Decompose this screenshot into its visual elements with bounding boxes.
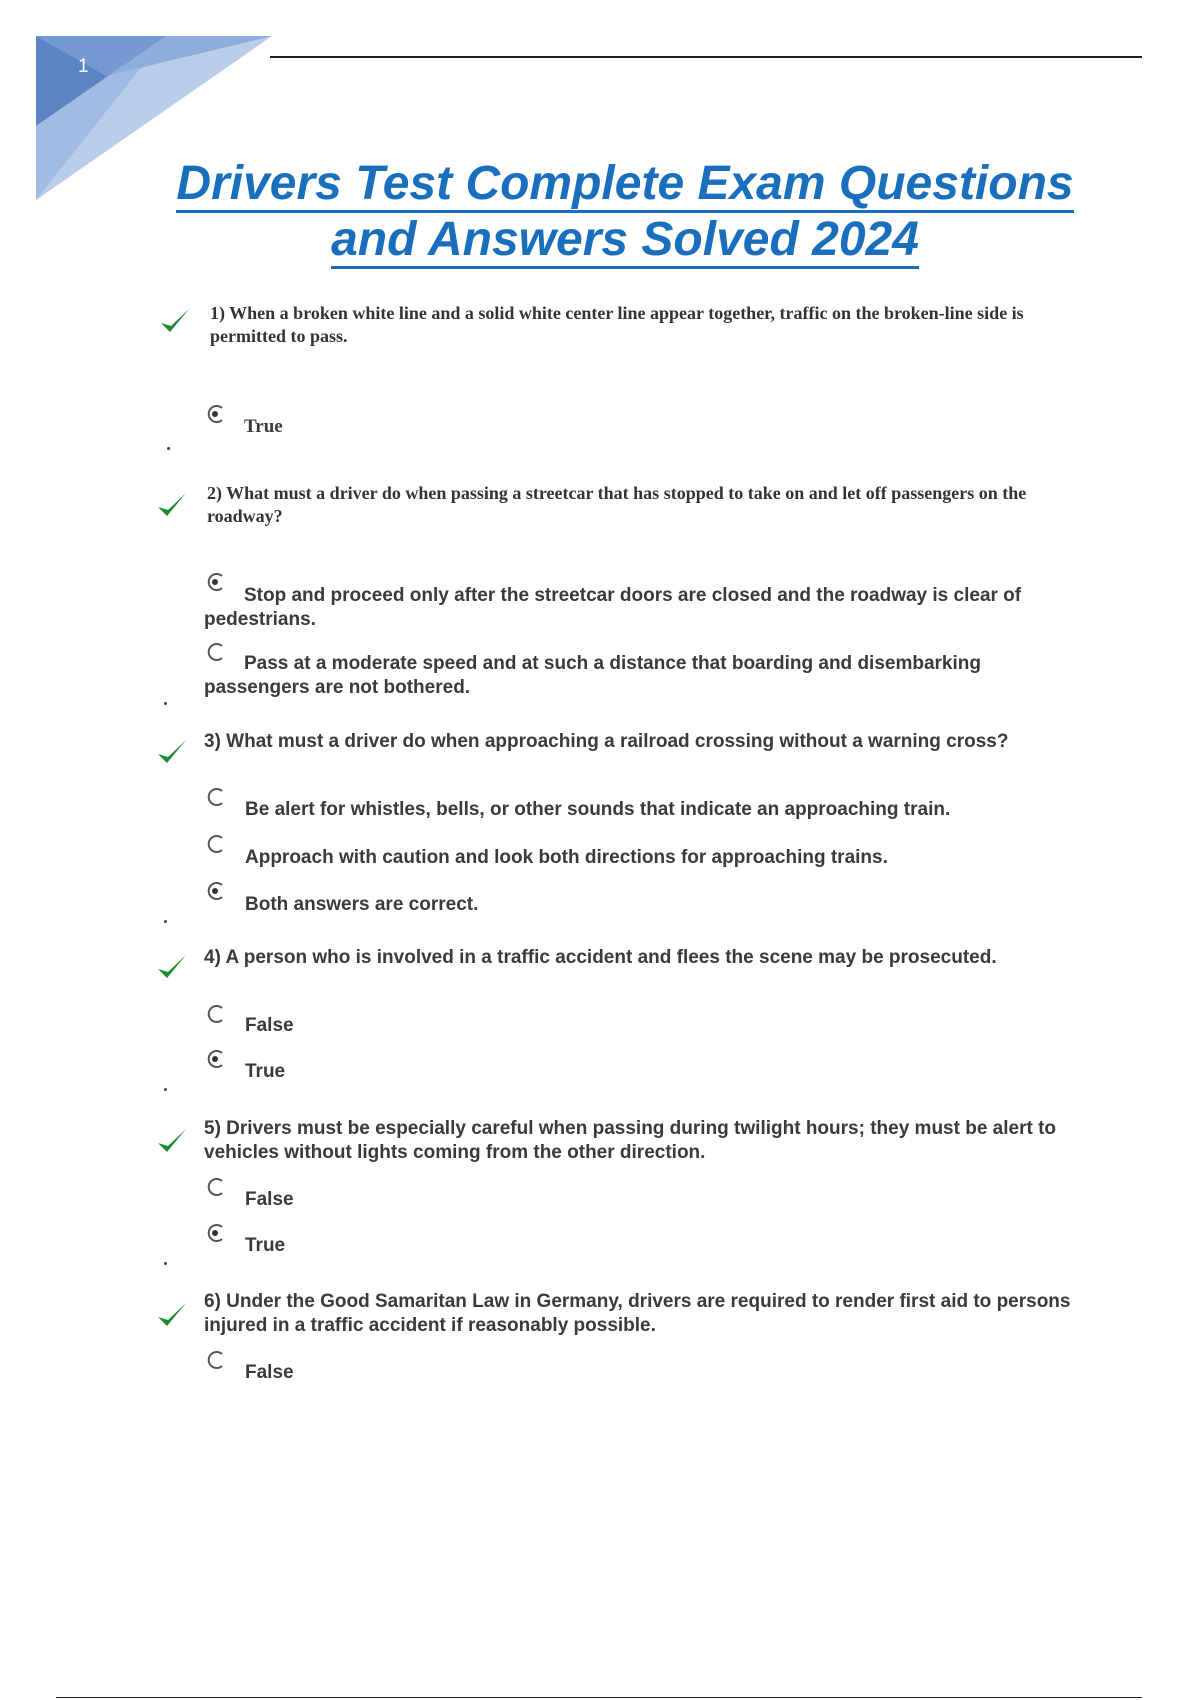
radio-empty-icon[interactable] (205, 1003, 227, 1025)
radio-empty-icon[interactable] (205, 1176, 227, 1198)
question-4-option-2[interactable]: True (245, 1061, 286, 1082)
question-3-option-1[interactable]: Be alert for whistles, bells, or other sounds that indicate an approaching train. (245, 799, 951, 820)
header-rule (270, 56, 1142, 58)
check-icon (155, 490, 189, 520)
question-6-text: 6) Under the Good Samaritan Law in Germany, drivers are required to render first aid to persons injured in a traffic accident if reasonably possible. (204, 1291, 1071, 1336)
check-icon (158, 306, 192, 336)
question-5-option-2[interactable]: True (245, 1235, 286, 1256)
question-2-option-1[interactable]: Stop and proceed only after the streetcar doors are closed and the roadway is clear of pedestrians. (204, 585, 1022, 630)
question-1-option-1[interactable]: True (244, 416, 283, 437)
title-line-1: Drivers Test Complete Exam Questions (176, 157, 1073, 213)
radio-selected-icon[interactable] (205, 1048, 227, 1070)
question-3-option-2[interactable]: Approach with caution and look both directions for approaching trains. (245, 847, 888, 868)
marker-dot (164, 920, 167, 923)
radio-selected-icon[interactable] (205, 403, 227, 425)
page-number: 1 (78, 56, 89, 77)
radio-empty-icon[interactable] (205, 786, 227, 808)
check-icon (155, 1126, 189, 1156)
question-3-text: 3) What must a driver do when approaching a railroad crossing without a warning cross? (204, 731, 1009, 752)
marker-dot (164, 1088, 167, 1091)
question-3-option-3[interactable]: Both answers are correct. (245, 894, 479, 915)
radio-selected-icon[interactable] (205, 880, 227, 902)
question-4-text: 4) A person who is involved in a traffic accident and flees the scene may be prosecuted. (204, 947, 997, 968)
question-2-text: 2) What must a driver do when passing a streetcar that has stopped to take on and let off passengers on the roadway? (207, 483, 1027, 526)
question-6-option-1[interactable]: False (245, 1362, 294, 1383)
question-5-option-1[interactable]: False (245, 1189, 294, 1210)
page-title (100, 156, 1150, 268)
question-4-option-1[interactable]: False (245, 1015, 294, 1036)
question-2-option-2[interactable]: Pass at a moderate speed and at such a distance that boarding and disembarking passengers are not bothered. (204, 653, 981, 698)
marker-dot (164, 702, 167, 705)
marker-dot (164, 1262, 167, 1265)
footer-rule (56, 1697, 1142, 1698)
radio-selected-icon[interactable] (205, 1222, 227, 1244)
question-5-text: 5) Drivers must be especially careful when passing during twilight hours; they must be alert to vehicles without lights coming from the other direction. (204, 1118, 1057, 1163)
marker-dot (167, 447, 170, 450)
check-icon (155, 1300, 189, 1330)
title-line-2: and Answers Solved 2024 (331, 213, 919, 269)
radio-empty-icon[interactable] (205, 1349, 227, 1371)
radio-empty-icon[interactable] (205, 833, 227, 855)
check-icon (155, 737, 189, 767)
check-icon (155, 952, 189, 982)
question-1-text: 1) When a broken white line and a solid white center line appear together, traffic on the broken-line side is permitted to pass. (210, 303, 1024, 346)
